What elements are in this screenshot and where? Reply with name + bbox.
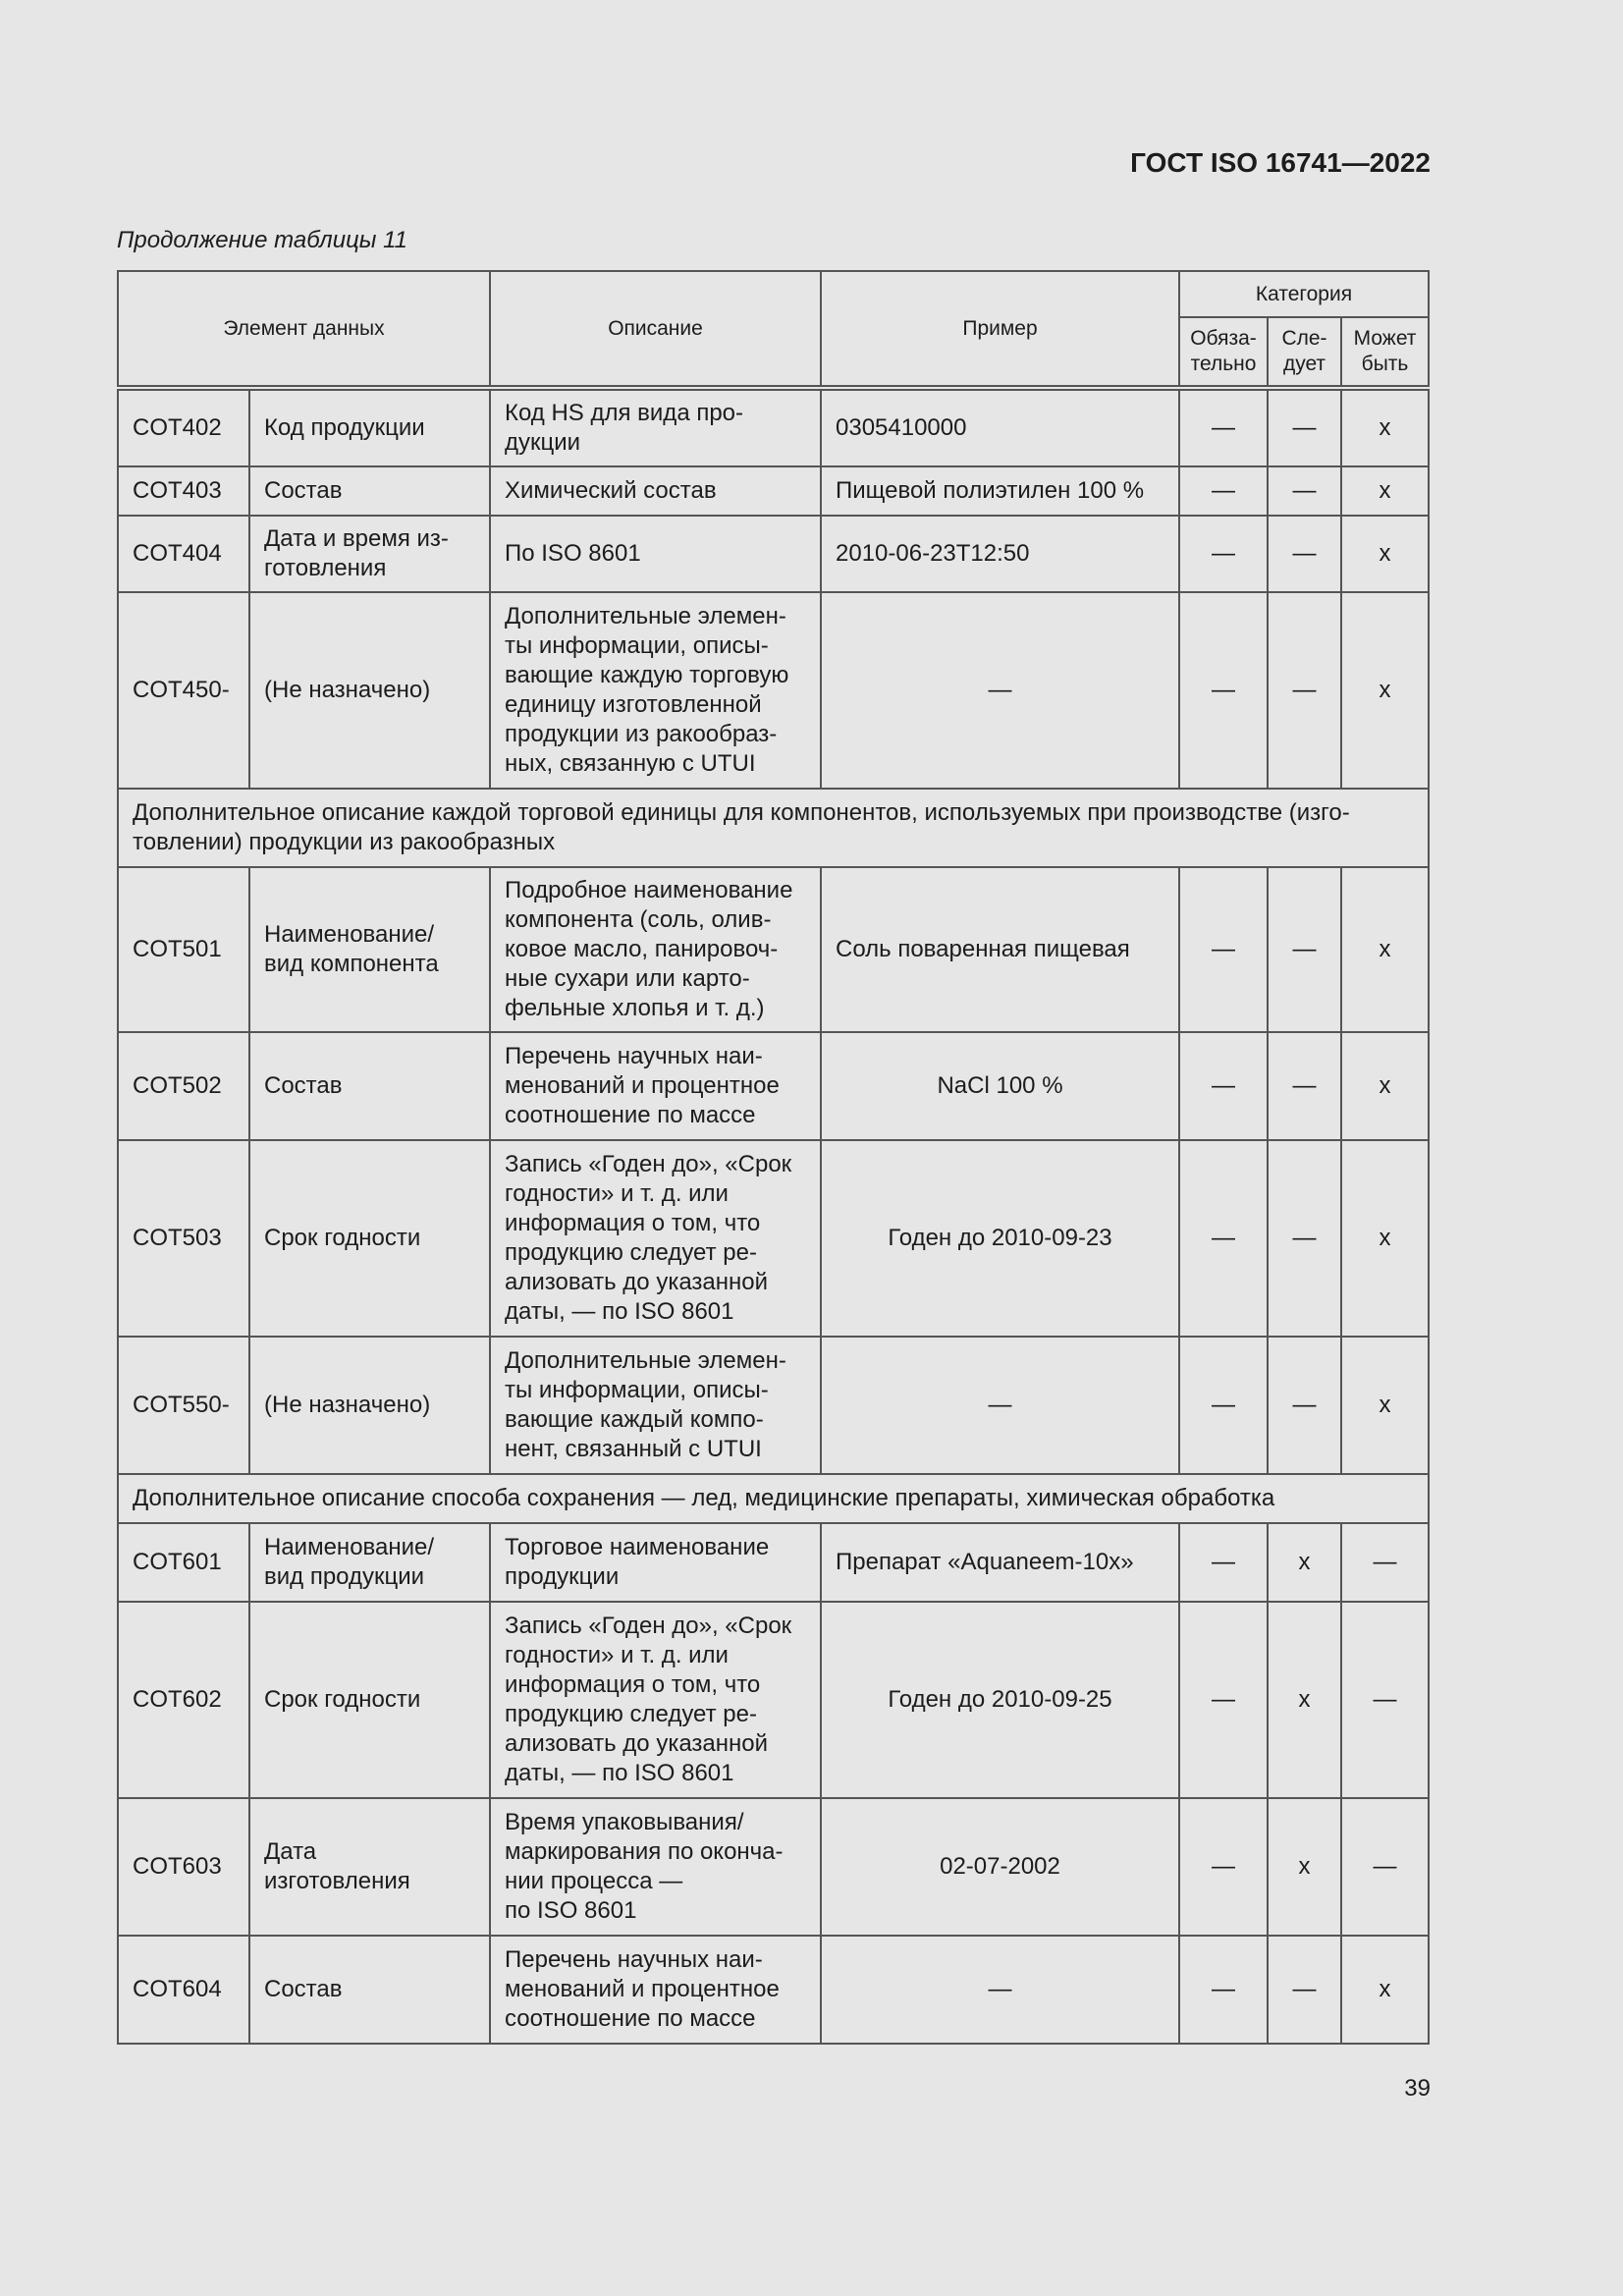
- header-example: Пример: [821, 271, 1179, 388]
- cell-name: Срок годности: [249, 1140, 490, 1337]
- cell-should: —: [1268, 388, 1341, 466]
- cell-example: 02-07-2002: [821, 1798, 1179, 1936]
- cell-description: Дополнительные элемен- ты информации, описы- вающие каждый компо- нент, связанный с UTUI: [490, 1337, 821, 1474]
- cell-mandatory: —: [1179, 1798, 1268, 1936]
- header-element: Элемент данных: [118, 271, 490, 388]
- cell-may: —: [1341, 1798, 1429, 1936]
- cell-may: x: [1341, 516, 1429, 592]
- section-title: Дополнительное описание способа сохранения — лед, медицинские препараты, химическая обработка: [118, 1474, 1429, 1523]
- document-code: ГОСТ ISO 16741—2022: [1130, 147, 1431, 178]
- table-row: [118, 592, 1429, 789]
- section-row: [118, 789, 1429, 867]
- header-description: Описание: [490, 271, 821, 388]
- cell-description: Время упаковывания/ маркирования по оконча- нии процесса — по ISO 8601: [490, 1798, 821, 1936]
- cell-mandatory: —: [1179, 1523, 1268, 1602]
- table-row: [118, 867, 1429, 1032]
- cell-name: (Не назначено): [249, 1337, 490, 1474]
- table-row: [118, 1936, 1429, 2044]
- cell-example: —: [821, 1936, 1179, 2044]
- cell-description: Химический состав: [490, 466, 821, 516]
- data-elements-table: [117, 270, 1430, 2045]
- table-row: [118, 1523, 1429, 1602]
- cell-description: Код HS для вида про- дукции: [490, 388, 821, 466]
- cell-name: Код продукции: [249, 388, 490, 466]
- header-mandatory: Обяза- тельно: [1179, 317, 1268, 388]
- cell-example: —: [821, 1337, 1179, 1474]
- cell-should: —: [1268, 1337, 1341, 1474]
- cell-code: COT503: [118, 1140, 249, 1337]
- cell-may: x: [1341, 867, 1429, 1032]
- cell-should: x: [1268, 1523, 1341, 1602]
- cell-example: 0305410000: [821, 388, 1179, 466]
- cell-mandatory: —: [1179, 1140, 1268, 1337]
- cell-may: x: [1341, 1936, 1429, 2044]
- cell-example: 2010-06-23T12:50: [821, 516, 1179, 592]
- cell-name: Наименование/ вид компонента: [249, 867, 490, 1032]
- cell-may: x: [1341, 592, 1429, 789]
- table-row: [118, 1602, 1429, 1798]
- cell-code: COT604: [118, 1936, 249, 2044]
- cell-mandatory: —: [1179, 867, 1268, 1032]
- cell-description: Запись «Годен до», «Срок годности» и т. д. или информация о том, что продукцию следует ре- ализовать до указанной даты, — по ISO 8601: [490, 1602, 821, 1798]
- cell-may: x: [1341, 1032, 1429, 1140]
- cell-may: —: [1341, 1602, 1429, 1798]
- cell-may: x: [1341, 1140, 1429, 1337]
- table-row: [118, 1032, 1429, 1140]
- table-row: [118, 1798, 1429, 1936]
- header-should: Сле- дует: [1268, 317, 1341, 388]
- cell-mandatory: —: [1179, 466, 1268, 516]
- cell-mandatory: —: [1179, 1032, 1268, 1140]
- header-category: Категория: [1179, 271, 1429, 317]
- cell-example: Препарат «Aquaneem-10x»: [821, 1523, 1179, 1602]
- cell-should: —: [1268, 1936, 1341, 2044]
- cell-code: COT601: [118, 1523, 249, 1602]
- cell-mandatory: —: [1179, 592, 1268, 789]
- section-title: Дополнительное описание каждой торговой единицы для компонентов, используемых при производстве (изго- товлении) продукции из ракообразных: [118, 789, 1429, 867]
- cell-example: —: [821, 592, 1179, 789]
- cell-name: Наименование/ вид продукции: [249, 1523, 490, 1602]
- cell-code: COT402: [118, 388, 249, 466]
- cell-name: Срок годности: [249, 1602, 490, 1798]
- cell-name: Дата и время из- готовления: [249, 516, 490, 592]
- cell-should: —: [1268, 592, 1341, 789]
- cell-mandatory: —: [1179, 1337, 1268, 1474]
- table-caption: Продолжение таблицы 11: [117, 227, 408, 253]
- cell-description: Запись «Годен до», «Срок годности» и т. д. или информация о том, что продукцию следует ре- ализовать до указанной даты, — по ISO 8601: [490, 1140, 821, 1337]
- header-may: Может быть: [1341, 317, 1429, 388]
- cell-code: COT450-: [118, 592, 249, 789]
- cell-description: Перечень научных наи- менований и процентное соотношение по массе: [490, 1936, 821, 2044]
- table-row: [118, 1337, 1429, 1474]
- cell-should: —: [1268, 466, 1341, 516]
- cell-may: —: [1341, 1523, 1429, 1602]
- table-row: [118, 466, 1429, 516]
- cell-name: Состав: [249, 1936, 490, 2044]
- cell-example: Годен до 2010-09-23: [821, 1140, 1179, 1337]
- cell-name: (Не назначено): [249, 592, 490, 789]
- cell-example: Пищевой полиэтилен 100 %: [821, 466, 1179, 516]
- cell-mandatory: —: [1179, 516, 1268, 592]
- section-row: [118, 1474, 1429, 1523]
- cell-code: COT404: [118, 516, 249, 592]
- cell-description: Подробное наименование компонента (соль, олив- ковое масло, панировоч- ные сухари или карто- фельные хлопья и т. д.): [490, 867, 821, 1032]
- cell-name: Дата изготовления: [249, 1798, 490, 1936]
- cell-should: —: [1268, 516, 1341, 592]
- cell-code: COT403: [118, 466, 249, 516]
- cell-may: x: [1341, 466, 1429, 516]
- cell-name: Состав: [249, 466, 490, 516]
- table-row: [118, 388, 1429, 466]
- cell-mandatory: —: [1179, 1602, 1268, 1798]
- cell-should: —: [1268, 867, 1341, 1032]
- cell-example: Соль поваренная пищевая: [821, 867, 1179, 1032]
- page-number: 39: [1404, 2075, 1431, 2102]
- cell-example: Годен до 2010-09-25: [821, 1602, 1179, 1798]
- cell-mandatory: —: [1179, 1936, 1268, 2044]
- cell-description: По ISO 8601: [490, 516, 821, 592]
- cell-should: —: [1268, 1032, 1341, 1140]
- cell-example: NaCl 100 %: [821, 1032, 1179, 1140]
- cell-code: COT502: [118, 1032, 249, 1140]
- table-row: [118, 516, 1429, 592]
- cell-should: x: [1268, 1798, 1341, 1936]
- cell-description: Перечень научных наи- менований и процентное соотношение по массе: [490, 1032, 821, 1140]
- cell-code: COT603: [118, 1798, 249, 1936]
- cell-mandatory: —: [1179, 388, 1268, 466]
- cell-code: COT550-: [118, 1337, 249, 1474]
- cell-description: Дополнительные элемен- ты информации, описы- вающие каждую торговую единицу изготовленной продукции из ракообраз- ных, связанную с UTUI: [490, 592, 821, 789]
- cell-name: Состав: [249, 1032, 490, 1140]
- cell-code: COT602: [118, 1602, 249, 1798]
- cell-may: x: [1341, 388, 1429, 466]
- cell-description: Торговое наименование продукции: [490, 1523, 821, 1602]
- cell-should: x: [1268, 1602, 1341, 1798]
- table-row: [118, 1140, 1429, 1337]
- cell-may: x: [1341, 1337, 1429, 1474]
- cell-should: —: [1268, 1140, 1341, 1337]
- cell-code: COT501: [118, 867, 249, 1032]
